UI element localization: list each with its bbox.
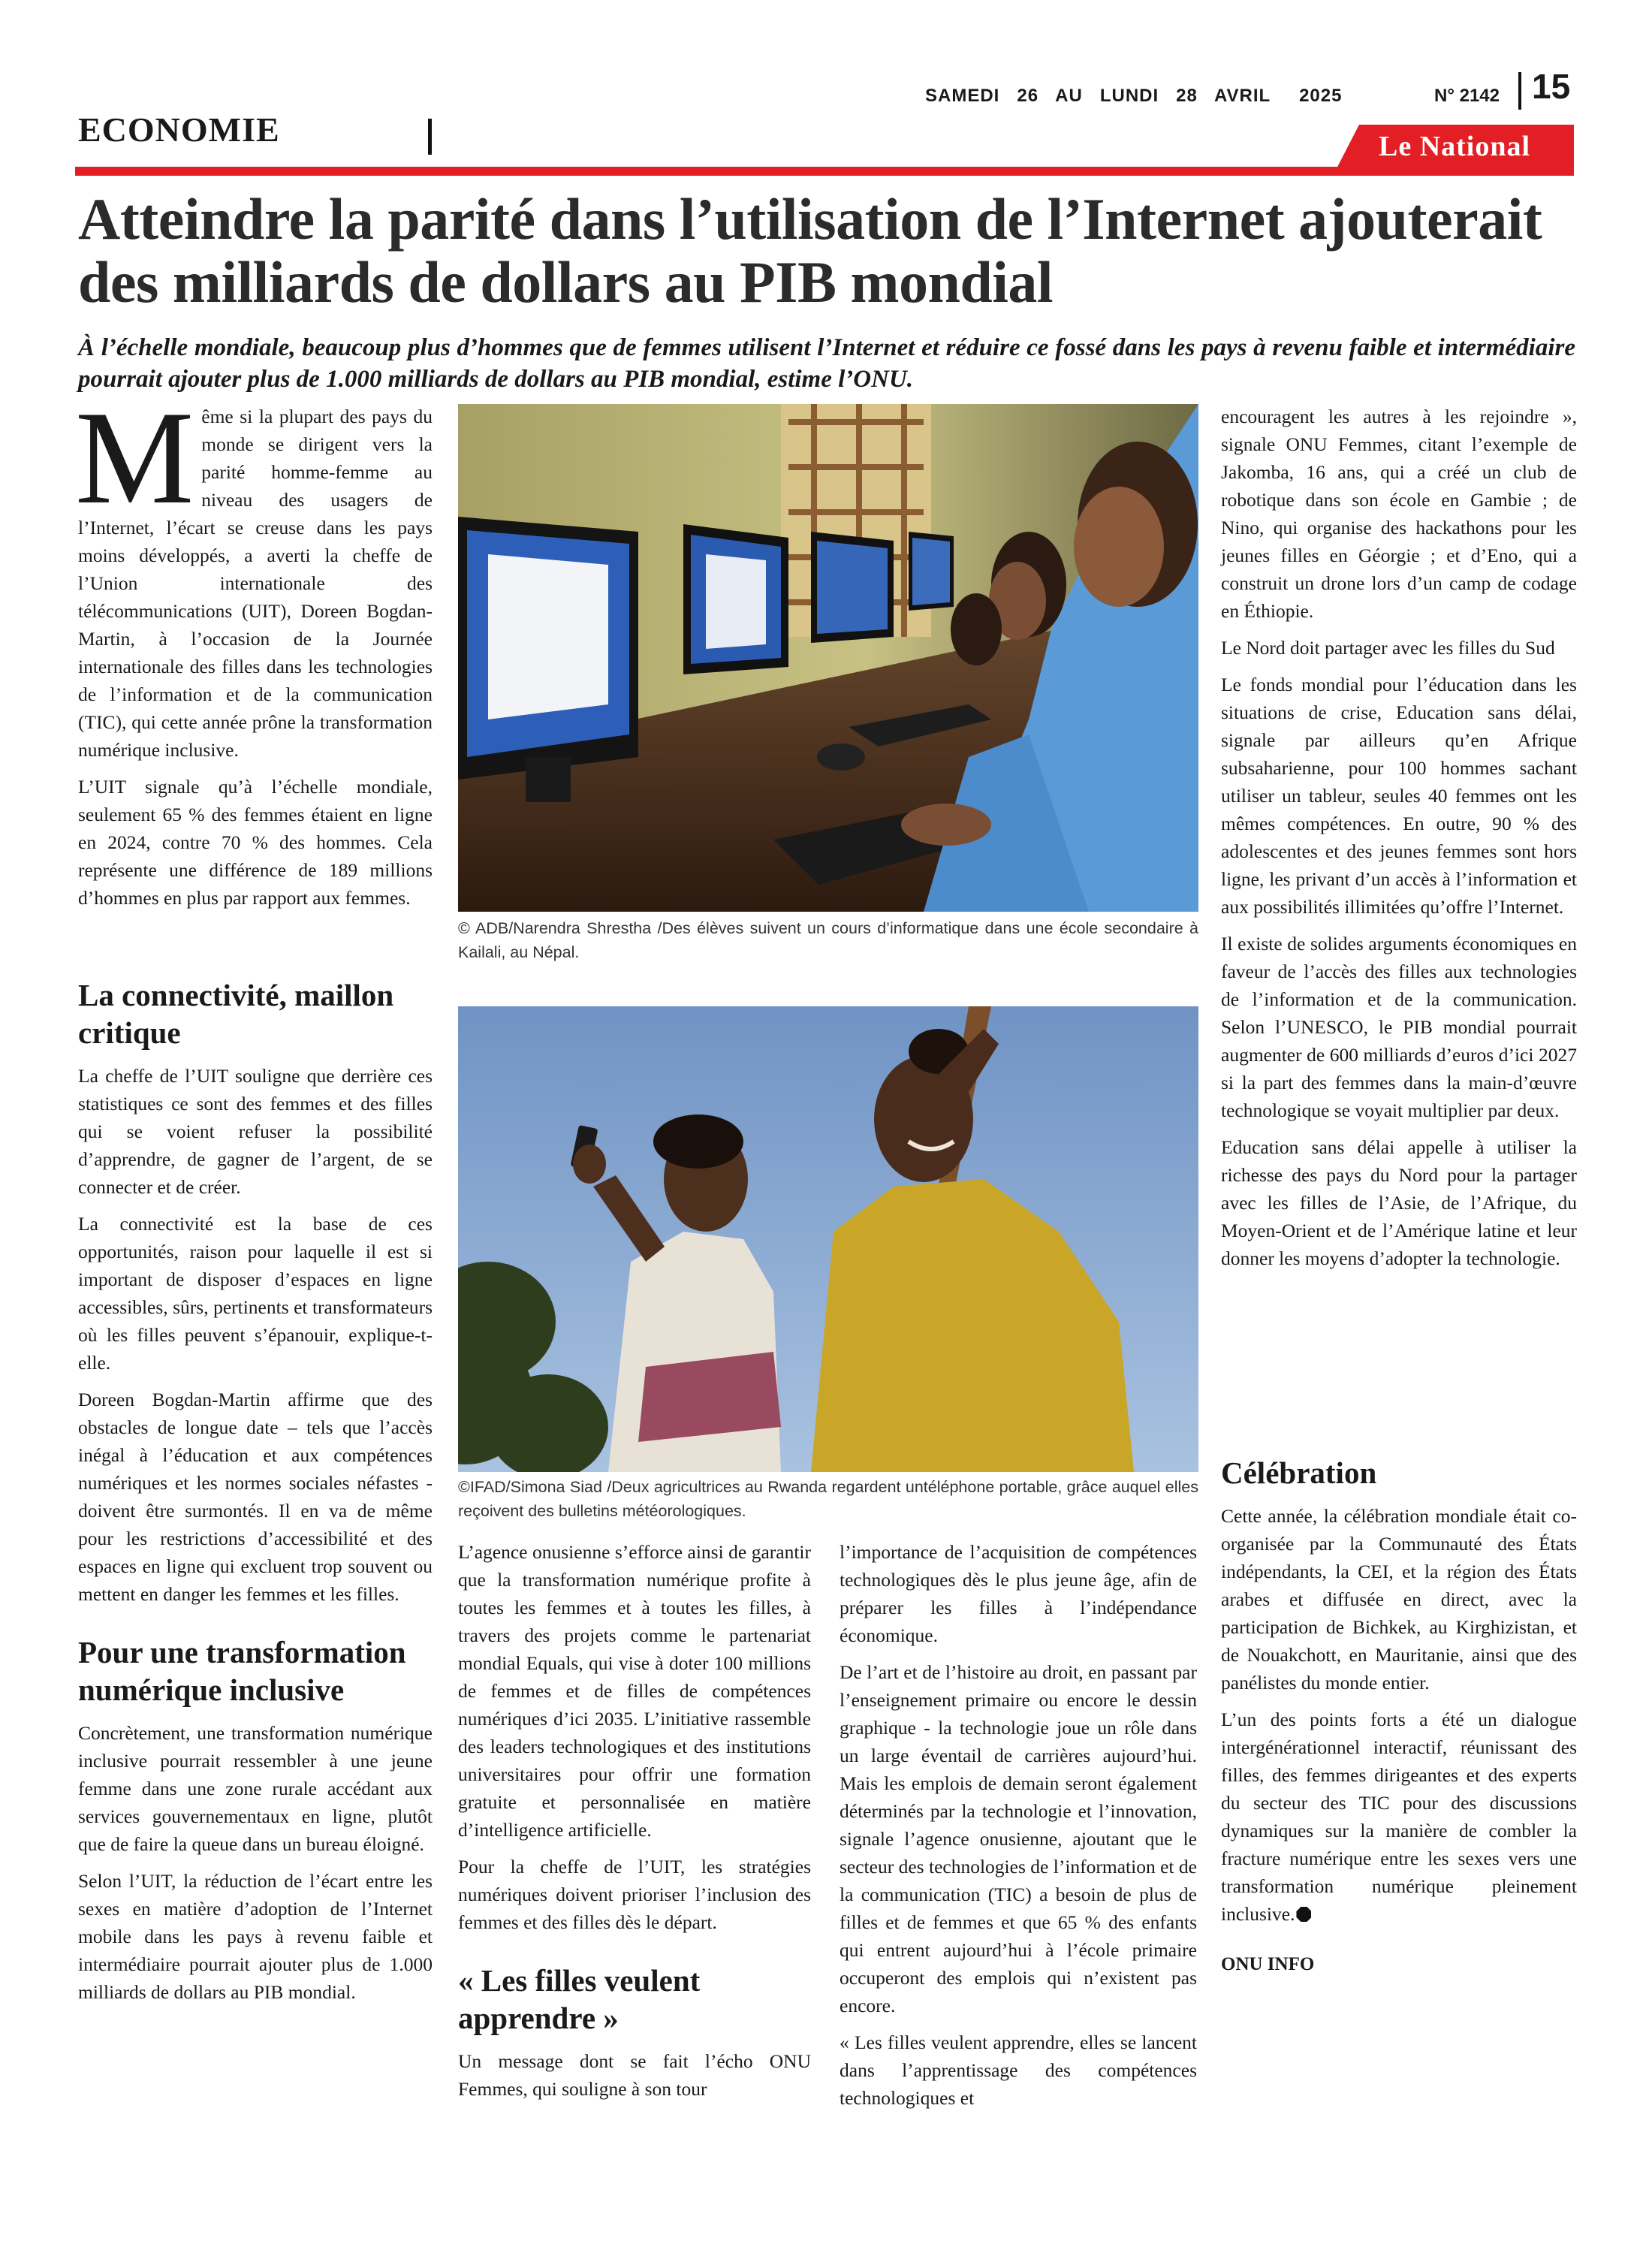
monitor-4 xyxy=(909,532,954,611)
issue-number: N° 2142 xyxy=(1434,86,1500,106)
article-headline: Atteindre la parité dans l’utilisation de l’Internet ajouterait des milliards de dollars au PIB mondial xyxy=(78,186,1542,315)
paragraph: De l’art et de l’histoire au droit, en passant par l’enseignement primaire ou encore le dessin graphique - la technologie joue un rôle dans un large éventail de carrières aujourd’hui. Mais les emplois de demain seront également déterminés par la technologie et l’innovation, signale l’agence onusienne, ajoutant que le secteur des technologies de l’information et de la communication (TIC) a besoin de plus de filles et de femmes et que 65 % des enfants qui entrent aujourd’hui à l’école primaire occuperont des emplois qui n’existent pas encore. xyxy=(840,1661,1197,2016)
paragraph xyxy=(75,383,433,764)
photo-caption-farmers: ©IFAD/Simona Siad /Deux agricultrices au Rwanda regardent untéléphone portable, grâce auquel elles reçoivent des bulletins météorologiques. xyxy=(458,1478,1198,1520)
end-of-article-icon xyxy=(1296,1907,1311,1922)
paragraph: Selon l’UIT, la réduction de l’écart entre les sexes en matière d’adoption de l’Internet mobile dans les pays à revenu faible et intermédiaire pourrait ajouter plus de 1.000 milliards de dollars au PIB mondial. xyxy=(78,1870,433,2003)
monitor-1 xyxy=(458,517,638,802)
subheading-filles: « Les filles veulent apprendre » xyxy=(458,1963,701,2035)
paragraph: Cette année, la célébration mondiale était co-organisée par la Communauté des États indépendants, la CEI, et la région des États arabes et diffusée en direct, avec la participation de Bichkek, au Kirghizistan, et de Nouakchott, en Mauritanie, ainsi que des panélistes du monde entier. xyxy=(1221,1505,1577,1694)
header-rule xyxy=(75,167,1574,176)
column-2 xyxy=(458,1538,811,2112)
paragraph: Il existe de solides arguments économiques en faveur de l’accès des filles aux technologies de l’information et de la communication. Selon l’UNESCO, le PIB mondial pourrait augmenter de 600 milliards d’euros d’ici 2027 si la part des femmes dans la main-d’œuvre technologique se voyait multiplier par deux. xyxy=(1221,933,1577,1121)
column-4-top xyxy=(1221,403,1577,1281)
paragraph: Education sans délai appelle à utiliser la richesse des pays du Nord pour la partager avec les filles de l’Asie, de l’Afrique, du Moyen-Orient et de l’Amérique latine et leur donner les moyens d’adopter la technologie. xyxy=(1221,1136,1577,1269)
photo-farmers xyxy=(458,1006,1198,1472)
column-1-bottom xyxy=(78,976,433,2015)
article-signature: ONU INFO xyxy=(1221,1954,1315,1974)
paragraph: Un message dont se fait l’écho ONU Femmes, qui souligne à son tour xyxy=(458,2050,811,2100)
paragraph: encouragent les autres à les rejoindre », signale ONU Femmes, citant l’exemple de Jakomba, 16 ans, qui a créé un club de robotique dans son école en Gambie ; de Nino, qui organise des hackathons pour les jeunes filles en Géorgie ; et d’Eno, qui a construit un drone lors d’un camp de codage en Éthiopie. xyxy=(1221,406,1577,622)
paragraph-text: L’un des points forts a été un dialogue intergénérationnel interactif, réunissant des filles, des femmes dirigeantes et des experts du secteur des TIC pour des discussions dynamiques sur la manière de combler la fracture numérique entre les sexes vers une transformation numérique pleinement inclusive. xyxy=(1221,1709,1577,1925)
paragraph: Concrètement, une transformation numérique inclusive pourrait ressembler à une jeune femme dans une zone rurale accédant aux services gouvernementaux en ligne, plutôt que de faire la queue dans un bureau éloigné. xyxy=(78,1722,433,1855)
paragraph: Doreen Bogdan-Martin affirme que des obstacles de longue date – tels que l’accès inégal à l’éducation et aux compétences numériques et les normes sociales néfastes - doivent être surmontés. Il en va de même pour les restrictions d’accessibilité et des espaces en ligne qui excluent trop souvent ou mettent en danger les femmes et les filles. xyxy=(78,1389,433,1605)
issue-date: SAMEDI 26 AU LUNDI 28 AVRIL 2025 xyxy=(925,86,1343,106)
paragraph: La cheffe de l’UIT souligne que derrière ces statistiques ce sont des femmes et des filles qui se voient refuser la possibilité d’apprendre, de gagner de l’argent, de se connecter et de créer. xyxy=(78,1065,433,1198)
monitor-3 xyxy=(811,532,894,643)
page-number: 15 xyxy=(1532,67,1571,106)
drop-cap: M xyxy=(75,383,194,532)
header-divider xyxy=(1518,72,1521,110)
subheading-transformation: Pour une transformation numérique inclusive xyxy=(78,1635,406,1707)
section-divider xyxy=(428,119,432,155)
paragraph: Le fonds mondial pour l’éducation dans les situations de crise, Education sans délai, signale par ailleurs qu’en Afrique subsaharienne, pour 100 hommes sachant utiliser un tableur, seules 40 femmes ont les mêmes compétences. En outre, 90 % des adolescentes et des jeunes femmes sont hors ligne, les privant d’un accès à l’information et aux possibilités illimitées qu’offre l’Internet. xyxy=(1221,674,1577,918)
paragraph-text: ême si la plupart des pays du monde se dirigent vers la parité homme-femme au niveau des usagers de l’Internet, l’écart se creuse dans les pays moins développés, a averti la cheffe de l’Union internationale des télécommunications (UIT), Doreen Bogdan-Martin, à l’occasion de la Journée internationale des filles dans les technologies de l’information et de la communication (TIC), qui cette année prône la transformation numérique inclusive. xyxy=(78,406,433,761)
paragraph: Le Nord doit partager avec les filles du Sud xyxy=(1221,637,1555,659)
classroom-illustration xyxy=(458,404,1198,912)
paragraph: « Les filles veulent apprendre, elles se lancent dans l’apprentissage des compétences technologiques et xyxy=(840,2031,1197,2109)
paragraph xyxy=(1221,1706,1577,1928)
subheading-celebration: Célébration xyxy=(1221,1455,1377,1490)
photo-classroom xyxy=(458,404,1198,912)
farmers-illustration xyxy=(458,1006,1198,1472)
newspaper-name: Le National xyxy=(1379,131,1531,162)
monitor-2 xyxy=(683,524,788,674)
paragraph: Pour la cheffe de l’UIT, les stratégies numériques doivent prioriser l’inclusion des femmes et des filles dès le départ. xyxy=(458,1856,811,1933)
paragraph: La connectivité est la base de ces opportunités, raison pour laquelle il est si important de disposer d’espaces en ligne accessibles, sûrs, pertinents et transformateurs où les filles peuvent s’épanouir, explique-t-elle. xyxy=(78,1213,433,1374)
photo-caption-classroom: © ADB/Narendra Shrestha /Des élèves suivent un cours d’informatique dans une école secondaire à Kailali, au Népal. xyxy=(458,919,1198,961)
column-3 xyxy=(840,1538,1197,2121)
paragraph: L’agence onusienne s’efforce ainsi de garantir que la transformation numérique profite à toutes les femmes et à toutes les filles, à travers des projets comme le partenariat mondial Equals, qui vise à doter 100 millions de femmes et de filles de compétences numériques d’ici 2035. L’initiative rassemble des leaders technologiques et des institutions universitaires pour offrir une formation gratuite et personnalisée en matière d’intelligence artificielle. xyxy=(458,1541,811,1841)
column-1-top xyxy=(75,383,433,921)
column-4-bottom xyxy=(1221,1454,1577,1987)
article-standfirst: À l’échelle mondiale, beaucoup plus d’hommes que de femmes utilisent l’Internet et réduire ce fossé dans les pays à revenu faible et intermédiaire pourrait ajouter plus de 1.000 milliards de dollars au PIB mondial, estime l’ONU. xyxy=(78,334,1575,393)
paragraph: l’importance de l’acquisition de compétences technologiques dès le plus jeune âge, afin de préparer les filles à l’indépendance économique. xyxy=(840,1541,1197,1646)
section-label: ECONOMIE xyxy=(78,110,280,149)
paragraph: L’UIT signale qu’à l’échelle mondiale, seulement 65 % des femmes étaient en ligne en 2024, contre 70 % des hommes. Cela représente une différence de 189 millions d’hommes en plus par rapport aux femmes. xyxy=(78,776,433,909)
subheading-connectivite: La connectivité, maillon critique xyxy=(78,978,394,1050)
